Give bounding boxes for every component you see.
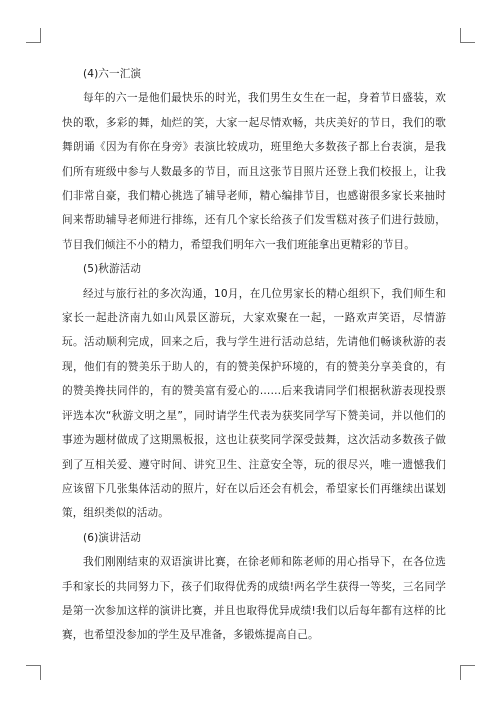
crop-mark-bottom-right <box>460 665 475 680</box>
section-children-day-show <box>62 62 446 257</box>
section-heading: (4)六一汇演 <box>83 68 142 80</box>
crop-mark-top-right <box>460 28 475 43</box>
document-body <box>62 62 446 648</box>
section-paragraph: 每年的六一是他们最快乐的时光，我们男生女生在一起，身着节日盛装，欢快的歌，多彩的舞，灿烂的笑，大家一起尽情欢畅，共庆美好的节日，我们的歌舞朗诵《因为有你在身旁》表演比较成功，班里绝大多数孩子都上台表演，是我们所有班级中参与人数最多的节目，而且这张节目照片还登上我们校报上，让我们非常自豪，我们精心挑选了辅导老师，精心编排节目，也感谢很多家长来抽时间来帮助辅导老师进行排练，还有几个家长给孩子们发雪糕对孩子们进行鼓励，节目我们倾注不小的精力，希望我们明年六一我们班能拿出更精彩的节目。 <box>62 92 446 251</box>
crop-mark-bottom-left <box>26 665 41 680</box>
section-autumn-trip <box>62 257 446 525</box>
crop-mark-top-left <box>26 28 41 43</box>
section-speech-contest <box>62 526 446 648</box>
section-paragraph: 我们刚刚结束的双语演讲比赛，在徐老师和陈老师的用心指导下，在各位选手和家长的共同努力下，孩子们取得优秀的成绩!两名学生获得一等奖，三名同学是第一次参加这样的演讲比赛，并且也取得优异成绩!我们以后每年都有这样的比赛，也希望没参加的学生及早准备，多锻炼提高自己。 <box>62 556 446 642</box>
section-paragraph: 经过与旅行社的多次沟通，10月，在几位男家长的精心组织下，我们师生和家长一起赴济南九如山风景区游玩，大家欢聚在一起，一路欢声笑语，尽情游玩。活动顺利完成，回来之后，我与学生进行活动总结，先请他们畅谈秋游的表现，他们有的赞美乐于助人的，有的赞美保护环境的，有的赞美分享美食的，有的赞美搀扶同伴的，有的赞美富有爱心的……后来我请同学们根据秋游表现投票评选本次“秋游文明之星”，同时请学生代表为获奖同学写下赞美词，并以他们的事迹为题材做成了这期黑板报，这也让获奖同学深受鼓舞，这次活动多数孩子做到了互相关爱、遵守时间、讲究卫生、注意安全等，玩的很尽兴，唯一遗憾我们应该留下几张集体活动的照片，好在以后还会有机会，希望家长们再继续出谋划策，组织类似的活动。 <box>62 287 446 520</box>
section-heading: (6)演讲活动 <box>83 531 142 544</box>
section-heading: (5)秋游活动 <box>83 263 142 276</box>
